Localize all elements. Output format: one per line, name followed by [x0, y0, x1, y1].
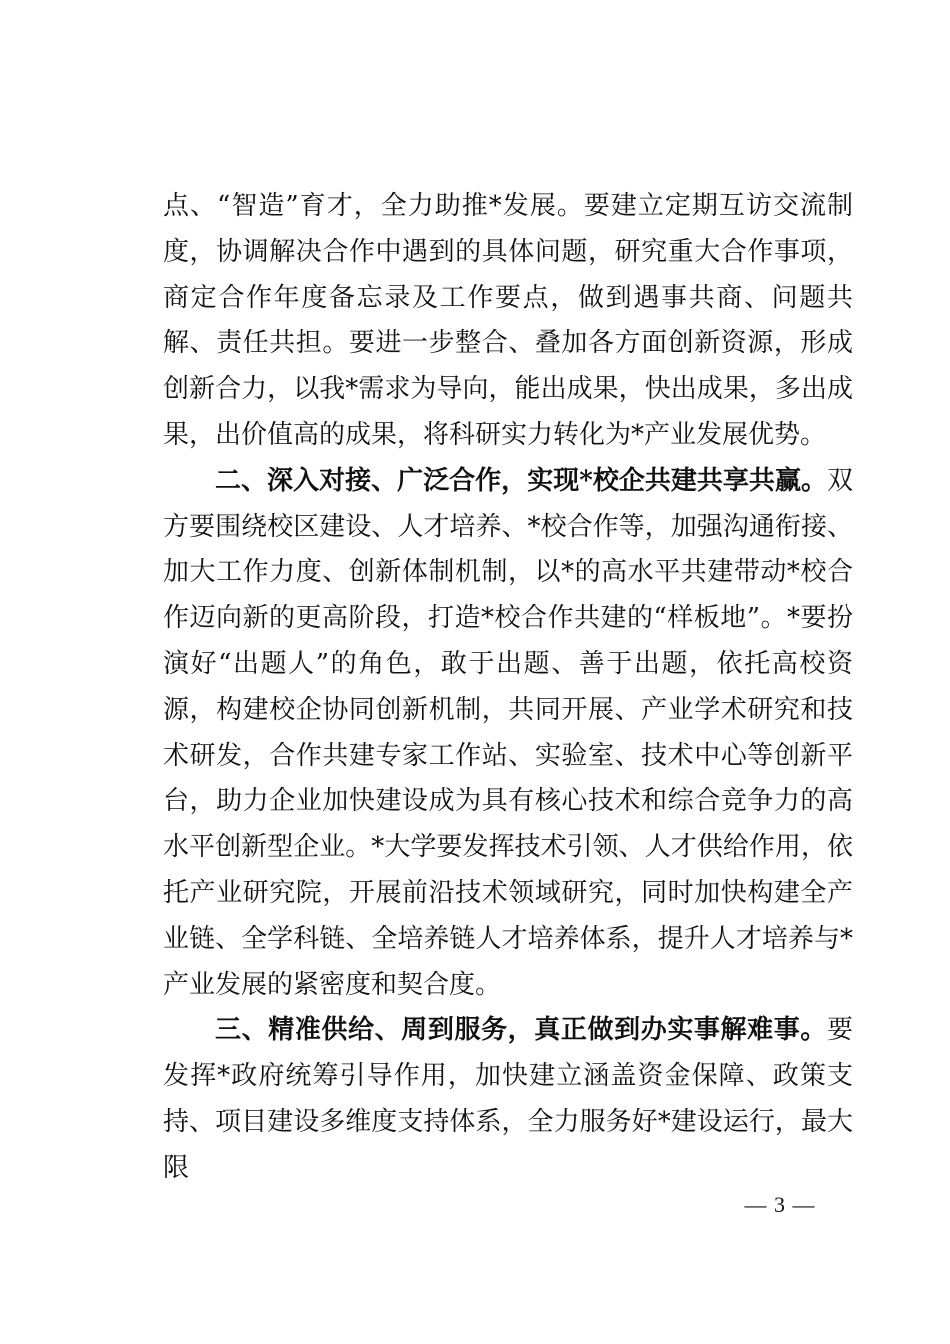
paragraph-text: 双方要围绕校区建设、人才培养、*校合作等，加强沟通衔接、加大工作力度、创新体制机制，以*的高水平共建带动*校合作迈向新的更高阶段，打造*校合作共建的“样板地”。*要扮演好“出题人”的角色，敢于出题、善于出题，依托高校资源，构建校企协同创新机制，共同开展、产业学术研究和技术研发，合作共建专家工作站、实验室、技术中心等创新平台，助力企业加快建设成为具有核心技术和综合竞争力的高水平创新型企业。*大学要发挥技术引领、人才供给作用，依托产业研究院，开展前沿技术领域研究，同时加快构建全产业链、全学科链、全培养链人才培养体系，提升人才培养与*产业发展的紧密度和契合度。	[163, 465, 853, 1000]
paragraph-continued	[163, 184, 853, 459]
page-number: — 3 —	[744, 1192, 816, 1217]
paragraph-section-two	[163, 459, 853, 1009]
paragraph-text: 要发挥*政府统筹引导作用，加快建立涵盖资金保障、政策支持、项目建设多维度支持体系，全力服务好*建设运行，最大限	[163, 1015, 853, 1183]
paragraph-section-three	[163, 1008, 853, 1191]
paragraph-text: 点、“智造”育才，全力助推*发展。要建立定期互访交流制度，协调解决合作中遇到的具体问题，研究重大合作事项，商定合作年度备忘录及工作要点，做到遇事共商、问题共解、责任共担。要进一步整合、叠加各方面创新资源，形成创新合力，以我*需求为导向，能出成果，快出成果，多出成果，出价值高的成果，将科研实力转化为*产业发展优势。	[163, 191, 853, 450]
section-heading: 二、深入对接、广泛合作，实现*校企共建共享共赢。	[215, 465, 827, 496]
section-heading: 三、精准供给、周到服务，真正做到办实事解难事。	[215, 1015, 827, 1046]
document-body	[163, 184, 853, 1192]
